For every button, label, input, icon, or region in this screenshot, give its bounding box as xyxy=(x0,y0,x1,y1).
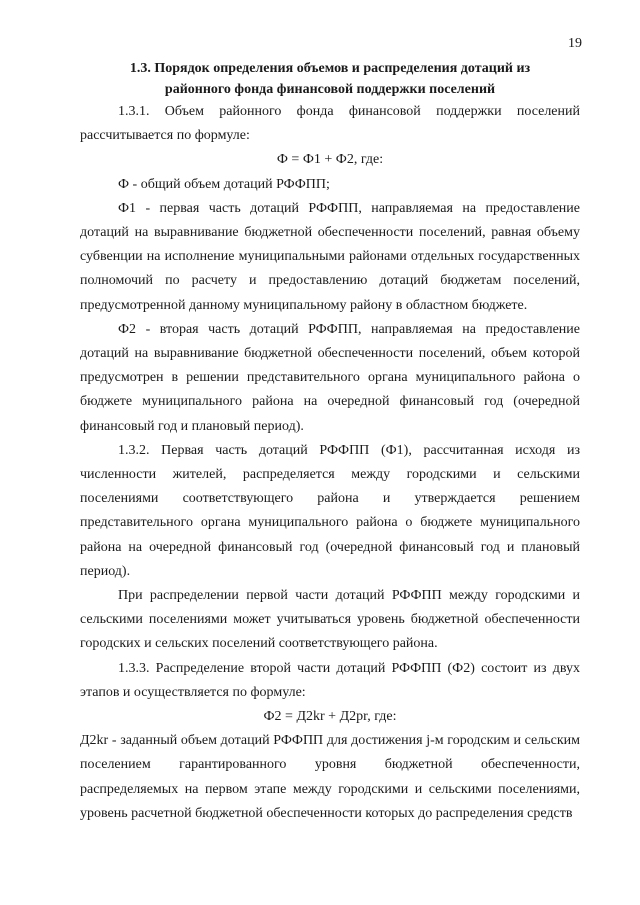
section-heading-line-2: районного фонда финансовой поддержки поселений xyxy=(164,82,496,97)
body-text xyxy=(80,100,580,826)
paragraph-1-3-3: 1.3.3. Распределение второй части дотаций РФФПП (Ф2) состоит из двух этапов и осуществляется по формуле: xyxy=(80,660,580,700)
formula-total-fund: Ф = Ф1 + Ф2, где: xyxy=(276,152,384,168)
section-heading xyxy=(80,58,580,100)
paragraph-definition-f1: Ф1 - первая часть дотаций РФФПП, направляемая на предоставление дотаций на выравнивание бюджетной обеспеченности поселений, равная объему субвенции на исполнение муниципальными районами отдельных государственных полномочий по расчету и предоставлению дотаций бюджетам поселений, предусмотренной данному муниципальному району в областном бюджете. xyxy=(80,200,580,313)
paragraph-definition-d2kr: Д2kr - заданный объем дотаций РФФПП для достижения j-м городским и сельским поселением гарантированного уровня бюджетной обеспеченности, распределяемых на первом этапе между городскими и сельскими поселениями, уровень расчетной бюджетной обеспеченности которых до распределения средств xyxy=(80,733,580,821)
paragraph-distribution-note: При распределении первой части дотаций РФФПП между городскими и сельскими поселениями может учитываться уровень бюджетной обеспеченности городских и сельских поселений соответствующего района. xyxy=(80,588,580,652)
formula-second-part: Ф2 = Д2kr + Д2pr, где: xyxy=(263,709,397,725)
paragraph-definition-f2: Ф2 - вторая часть дотаций РФФПП, направляемая на предоставление дотаций на выравнивание бюджетной обеспеченности поселений, объем которой предусмотрен в решении представительного органа муниципального района о бюджете муниципального района на очередной финансовый год (очередной финансовый год и плановый период). xyxy=(80,321,580,434)
page-number: 19 xyxy=(568,36,582,51)
paragraph-1-3-1: 1.3.1. Объем районного фонда финансовой поддержки поселений рассчитывается по формуле: xyxy=(80,104,580,144)
paragraph-1-3-2: 1.3.2. Первая часть дотаций РФФПП (Ф1), рассчитанная исходя из численности жителей, распределяется между городскими и сельскими поселениями соответствующего района и утверждается решением представительного органа муниципального района о бюджете муниципального района на очередной финансовый год (очередной финансовый год и плановый период). xyxy=(80,442,580,579)
paragraph-definition-f: Ф - общий объем дотаций РФФПП; xyxy=(118,176,330,192)
section-heading-line-1: 1.3. Порядок определения объемов и распределения дотаций из xyxy=(129,61,531,76)
